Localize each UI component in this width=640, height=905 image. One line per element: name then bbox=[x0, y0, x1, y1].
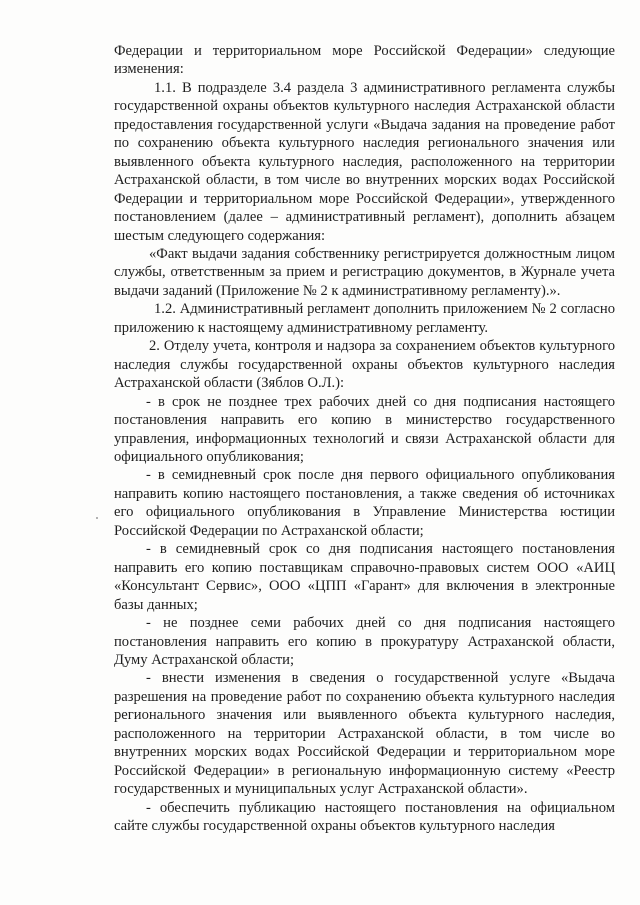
paragraph-1-2: 1.2. Административный регламент дополнить приложением № 2 согласно приложению к настоящему административному регламенту. bbox=[114, 301, 615, 336]
list-item-ministry-of-justice: - в семидневный срок после дня первого официального опубликования направить копию настоящего постановления, а также сведения об источниках его официального опубликования в Управление Министерства юстиции Российской Федерации по Астраханской области; bbox=[114, 467, 615, 539]
list-item-registry-changes: - внести изменения в сведения о государственной услуге «Выдача разрешения на проведение работ по сохранению объекта культурного наследия регионального значения или выявленного объекта культурного наследия, расположенного на территории Астраханской области, в том числе во внутренних морских водах Российской Федерации и территориальном море Российской Федерации» в региональную информационную систему «Реестр государственных и муниципальных услуг Астраханской области». bbox=[114, 670, 615, 798]
list-item-publication-copy: - в срок не позднее трех рабочих дней со дня подписания настоящего постановления направить его копию в министерство государственного управления, информационных технологий и связи Астраханской области для официального опубликования; bbox=[114, 393, 615, 465]
scan-speck bbox=[96, 517, 98, 519]
paragraph-1-1: 1.1. В подразделе 3.4 раздела 3 административного регламента службы государственной охраны объектов культурного наследия Астраханской области предоставления государственной услуги «Выдача задания на проведение работ по сохранению объекта культурного наследия регионального значения или выявленного объекта культурного наследия, расположенного на территории Астраханской области, в том числе во внутренних морских водах Российской Федерации и территориальном море Российской Федерации», утвержденного постановлением (далее – административный регламент), дополнить абзацем шестым следующего содержания: bbox=[114, 79, 615, 244]
list-item-prosecutor: - не позднее семи рабочих дней со дня подписания настоящего постановления направить его копию в прокуратуру Астраханской области, Думу Астраханской области; bbox=[114, 615, 615, 668]
paragraph-2: 2. Отделу учета, контроля и надзора за сохранением объектов культурного наследия службы государственной охраны объектов культурного наследия Астраханской области (Зяблов О.Л.): bbox=[114, 338, 615, 392]
paragraph-quote: «Факт выдачи задания собственнику регистрируется должностным лицом службы, ответственным за прием и регистрацию документов, в Журнале учета выдачи заданий (Приложение № 2 к административному регламенту).». bbox=[114, 245, 615, 299]
list-item-website-publication: - обеспечить публикацию настоящего постановления на официальном сайте службы государственной охраны объектов культурного наследия bbox=[114, 799, 615, 835]
list-item-legal-systems: - в семидневный срок со дня подписания настоящего постановления направить его копию поставщикам справочно-правовых систем ООО «АИЦ «Консультант Сервис», ООО «ЦПП «Гарант» для включения в электронные базы данных; bbox=[114, 541, 615, 613]
document-body bbox=[114, 42, 615, 835]
paragraph-intro-continuation: Федерации и территориальном море Российской Федерации» следующие изменения: bbox=[114, 43, 615, 78]
